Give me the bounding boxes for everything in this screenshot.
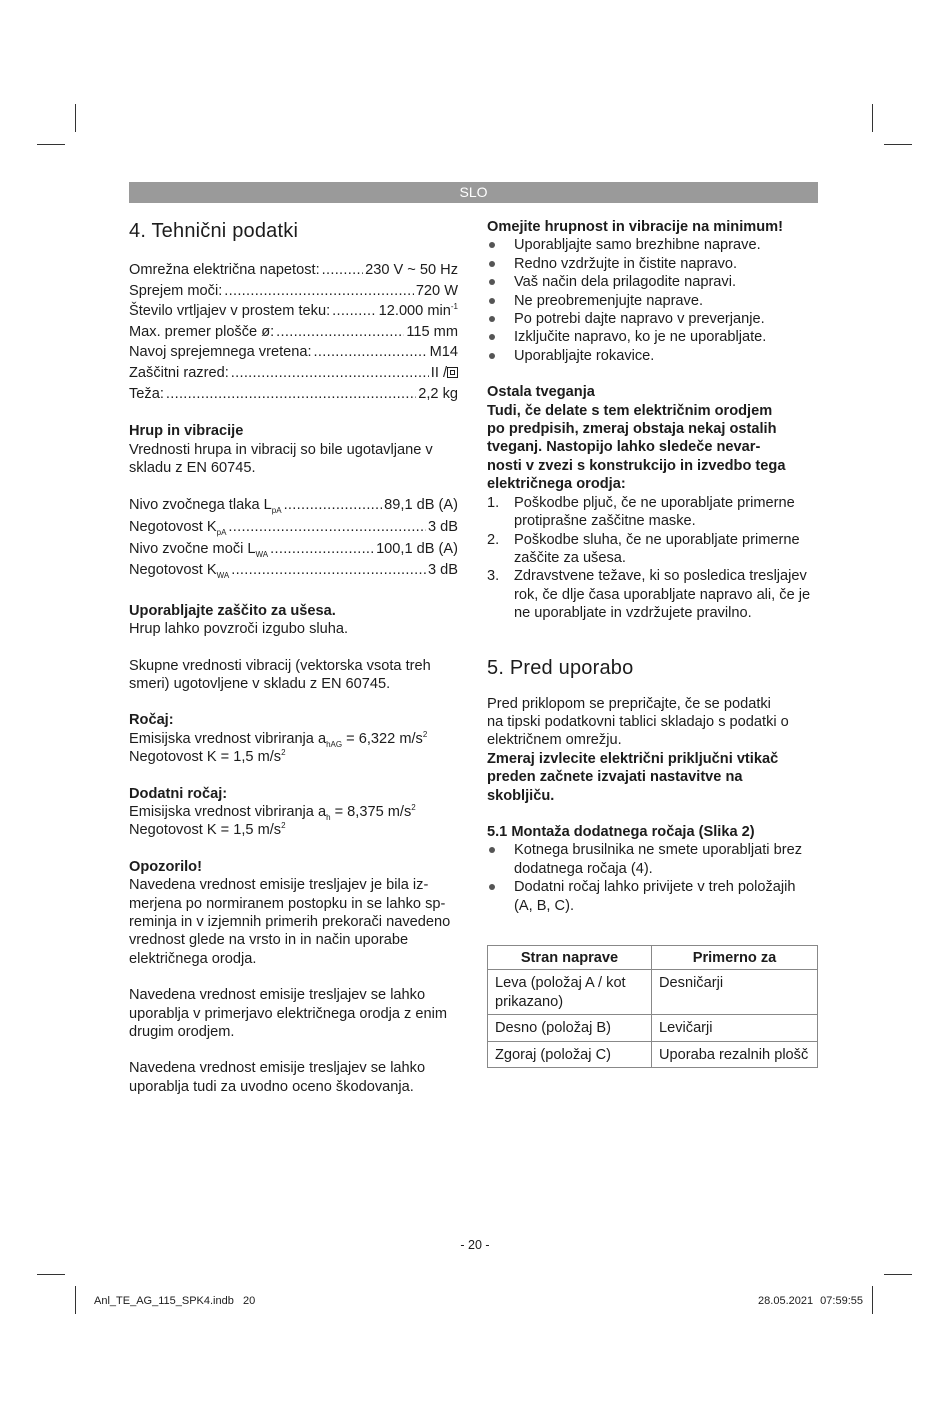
protection-class-icon	[447, 367, 458, 378]
assessment-paragraph: Navedena vrednost emisije tresljajev se lahko uporablja tudi za uvodno oceno škodovanja.	[129, 1060, 426, 1095]
section-title: 4. Tehnični podatki	[129, 220, 299, 242]
noise-row: Nivo zvočne moči $L_{WA}$ ..... 100,1 dB (A)	[129, 539, 458, 561]
risks-intro-line: po predpisih, zmeraj obstaja nekaj ostalih	[487, 421, 777, 438]
crop-mark	[884, 144, 912, 145]
risks-heading: Ostala tveganja	[487, 384, 595, 401]
risks-intro-line: Tudi, če delate s tem električnim orodjem	[487, 402, 773, 419]
list-item: Ne preobremenjujte naprave.	[487, 292, 818, 310]
language-header-bar: SLO	[129, 182, 818, 203]
ear-protection-text: Hrup lahko povzroči izgubo sluha.	[129, 621, 349, 638]
warning-line: Navedena vrednost emisije tresljajev je bila iz-	[129, 877, 429, 894]
spec-label: Teža:	[129, 385, 164, 402]
subsection-heading: 5.1 Montaža dodatnega ročaja (Slika 2)	[487, 823, 755, 840]
table-row	[488, 1041, 818, 1067]
crop-mark	[75, 104, 76, 132]
spec-value: 230 V ~ 50 Hz	[365, 262, 458, 278]
footer-date: 28.05.2021	[758, 1295, 814, 1307]
risks-list	[487, 494, 818, 623]
list-item: 2. Poškodbe sluha, če ne uporabljate primerne zaščite za ušesa.	[487, 531, 800, 566]
list-item: 3. Zdravstvene težave, ki so posledica tresljajev rok, če dlje časa uporabljate napravo ali, če je ne uporabljate in vzdržujete pravilno.	[487, 568, 811, 622]
spec-value: II /	[431, 363, 458, 384]
spec-row	[129, 260, 458, 281]
noise-row: Negotovost $K_{pA}$ ..... 3 dB	[129, 517, 458, 539]
section5-line: na tipski podatkovni tablici skladajo s podatki o	[487, 713, 789, 730]
comparison-paragraph: Navedena vrednost emisije tresljajev se lahko uporablja v primerjavo električnega orodja z enim drugim orodjem.	[129, 987, 447, 1041]
footer-file-name: Anl_TE_AG_115_SPK4.indb 20	[94, 1295, 256, 1307]
list-item: Dodatni ročaj lahko privijete v treh položajih (A, B, C).	[487, 878, 818, 915]
spec-label: Sprejem moči:	[129, 282, 223, 299]
noise-row: Nivo zvočnega tlaka $L_{pA}$ ..... 89,1 dB (A)	[129, 495, 458, 517]
crop-mark	[872, 104, 873, 132]
spec-label: Max. premer plošče ø:	[129, 323, 275, 340]
spec-value: 12.000 $\min^{-1}$	[378, 302, 458, 320]
spec-row	[129, 384, 458, 405]
spec-label: Število vrtljajev v prostem teku:	[129, 303, 331, 320]
risks-intro-line: tveganj. Nastopijo lahko sledeče nevar-	[487, 439, 761, 456]
crop-mark	[37, 144, 65, 145]
list-item: Redno vzdržujte in čistite napravo.	[487, 255, 818, 273]
table-row	[488, 970, 818, 1015]
list-item: Uporabljajte samo brezhibne naprave.	[487, 236, 818, 254]
warning-heading: Opozorilo!	[129, 858, 202, 875]
table-cell: Zgoraj (položaj C)	[488, 1041, 652, 1067]
list-item: Vaš način dela prilagodite napravi.	[487, 273, 818, 291]
spec-value: 115 mm	[406, 323, 458, 340]
table-cell: Leva (položaj A / kot prikazano)	[488, 970, 652, 1015]
aux-handle-uncertainty: Negotovost K = 1,5 $m/s^2$	[129, 821, 286, 839]
noise-values	[129, 495, 458, 581]
table-cell: Desničarji	[652, 970, 818, 1015]
noise-heading: Hrup in vibracije	[129, 423, 244, 440]
section5-warning-line: preden začnete izvajati nastavitve na	[487, 769, 743, 786]
spec-value: M14	[429, 344, 458, 361]
crop-mark	[75, 1286, 76, 1314]
spec-row	[129, 322, 458, 343]
table-cell: Uporaba rezalnih plošč	[652, 1041, 818, 1067]
warning-line: reminja in v izjemnih primerih prekorači navedeno	[129, 914, 451, 931]
footer-time: 07:59:55	[820, 1295, 863, 1307]
spec-label: Navoj sprejemnega vretena:	[129, 344, 312, 361]
list-item: 1. Poškodbe pljuč, če ne uporabljate primerne protiprašne zaščitne maske.	[487, 494, 795, 530]
section5-warning-line: skobljiču.	[487, 787, 555, 804]
handle-position-table	[487, 945, 818, 1068]
noise-row: Negotovost $K_{WA}$ ..... 3 dB	[129, 560, 458, 582]
spec-value: 2,2 kg	[418, 385, 458, 402]
section-title: 5. Pred uporabo	[487, 656, 634, 679]
spec-row	[129, 281, 458, 302]
aux-handle-heading: Dodatni ročaj:	[129, 785, 228, 802]
list-item: Izključite napravo, ko je ne uporabljate.	[487, 328, 818, 346]
handle-uncertainty: Negotovost K = 1,5 $m/s^2$	[129, 748, 286, 766]
table-row	[488, 1015, 818, 1041]
crop-mark	[37, 1274, 65, 1275]
table-header: Primerno za	[652, 946, 818, 970]
mounting-list	[487, 841, 818, 915]
list-item: Kotnega brusilnika ne smete uporabljati brez dodatnega ročaja (4).	[487, 841, 818, 878]
section5-line: električnem omrežju.	[487, 732, 622, 749]
aux-handle-emission: Emisijska vrednost vibriranja $a_h = 8,375$ $m/s^2$	[129, 803, 416, 822]
table-cell: Levičarji	[652, 1015, 818, 1041]
warning-line: električnega orodja.	[129, 950, 257, 967]
warning-line: merjena po normiranem postopku in se lahko sp-	[129, 895, 446, 912]
noise-intro: Vrednosti hrupa in vibracij so bile ugotavljane v skladu z EN 60745.	[129, 441, 433, 476]
table-cell: Desno (položaj B)	[488, 1015, 652, 1041]
right-column	[487, 218, 818, 1068]
section5-line: Pred priklopom se prepričajte, če se podatki	[487, 695, 771, 712]
ear-protection-heading: Uporabljajte zaščito za ušesa.	[129, 602, 336, 619]
minimize-heading: Omejite hrupnost in vibracije na minimum!	[487, 219, 783, 235]
list-item: Po potrebi dajte napravo v preverjanje.	[487, 310, 818, 328]
handle-heading: Ročaj:	[129, 712, 174, 729]
crop-mark	[884, 1274, 912, 1275]
spec-row	[129, 342, 458, 363]
minimize-list	[487, 236, 818, 365]
table-header: Stran naprave	[488, 946, 652, 970]
spec-label: Omrežna električna napetost:	[129, 262, 320, 278]
vibration-total-text: Skupne vrednosti vibracij (vektorska vsota treh smeri) ugotovljene v skladu z EN 60745.	[129, 657, 431, 692]
crop-mark	[872, 1286, 873, 1314]
spec-list	[129, 260, 458, 404]
page-number: - 20 -	[460, 1238, 490, 1252]
list-item: Uporabljajte rokavice.	[487, 347, 818, 365]
spec-value: 720 W	[415, 282, 458, 299]
spec-row	[129, 363, 458, 384]
handle-emission: Emisijska vrednost vibriranja $a_{hAG} = 6,322$ $m/s^2$	[129, 729, 428, 749]
table-header-row	[488, 946, 818, 970]
section5-warning-line: Zmeraj izvlecite električni priključni vtikač	[487, 750, 779, 767]
risks-intro-line: električnega orodja:	[487, 476, 626, 493]
left-column	[129, 218, 458, 1096]
spec-label: Zaščitni razred:	[129, 364, 229, 381]
warning-line: vrednost glede na vrsto in in način uporabe	[129, 932, 409, 949]
footer-timestamp	[758, 1292, 863, 1310]
spec-row	[129, 301, 458, 322]
risks-intro-line: nosti v zvezi s konstrukcijo in izvedbo tega	[487, 457, 786, 474]
